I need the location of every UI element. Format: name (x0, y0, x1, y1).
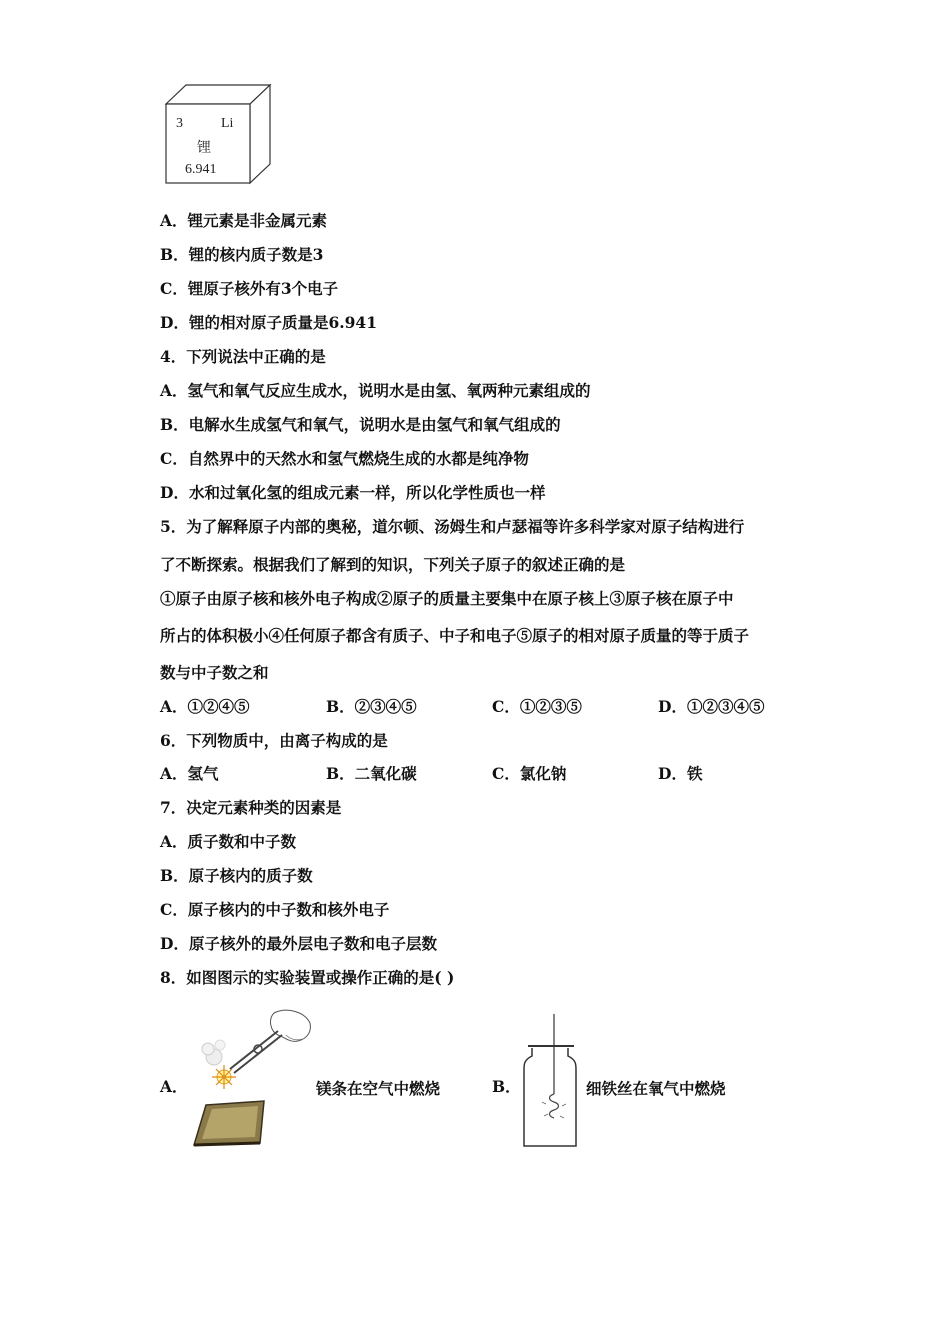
q4-option-c: C．自然界中的天然水和氢气燃烧生成的水都是纯净物 (160, 449, 529, 468)
lithium-element-card (163, 82, 273, 188)
q5-option-b: B．②③④⑤ (326, 697, 417, 716)
element-name: 锂 (197, 140, 211, 156)
q7-option-a: A．质子数和中子数 (160, 832, 297, 851)
q5-option-d: D．①②③④⑤ (658, 697, 765, 716)
atomic-number: 3 (176, 116, 183, 131)
q3-option-c: C．锂原子核外有3个电子 (160, 279, 339, 298)
q3-option-a: A．锂元素是非金属元素 (160, 211, 328, 230)
q6-option-d: D．铁 (658, 764, 703, 783)
q8-option-b-label: B． (492, 1077, 521, 1096)
q6-stem: 6．下列物质中，由离子构成的是 (160, 731, 388, 750)
q3-option-d: D．锂的相对原子质量是6.941 (160, 313, 377, 332)
q6-option-a: A．氢气 (160, 764, 219, 783)
q5-stem-line-3: ①原子由原子核和核外电子构成②原子的质量主要集中在原子核上③原子核在原子中 (160, 589, 734, 608)
q5-option-c: C．①②③⑤ (492, 697, 582, 716)
q7-option-b: B．原子核内的质子数 (160, 866, 313, 885)
q8-option-a-label: A． (160, 1077, 188, 1096)
q8-option-a-caption: 镁条在空气中燃烧 (316, 1079, 441, 1098)
q4-option-d: D．水和过氧化氢的组成元素一样，所以化学性质也一样 (160, 483, 546, 502)
q7-option-d: D．原子核外的最外层电子数和电子层数 (160, 934, 437, 953)
iron-wire-jar-graphic (518, 1012, 582, 1152)
q7-stem: 7．决定元素种类的因素是 (160, 798, 342, 817)
element-symbol: Li (221, 116, 234, 131)
iron-wire-jar-figure (518, 1012, 582, 1152)
q6-option-c: C．氯化钠 (492, 764, 567, 783)
magnesium-burning-figure (186, 1005, 316, 1150)
q5-stem-line-2: 了不断探索。根据我们了解到的知识，下列关子原子的叙述正确的是 (160, 555, 626, 574)
q7-option-c: C．原子核内的中子数和核外电子 (160, 900, 390, 919)
q4-option-b: B．电解水生成氢气和氧气，说明水是由氢气和氧气组成的 (160, 415, 561, 434)
atomic-mass: 6.941 (185, 162, 217, 177)
q5-stem-line-1: 5．为了解释原子内部的奥秘，道尔顿、汤姆生和卢瑟福等许多科学家对原子结构进行 (160, 517, 745, 536)
q5-stem-line-5: 数与中子数之和 (160, 663, 269, 682)
q8-option-b-caption: 细铁丝在氧气中燃烧 (586, 1079, 726, 1098)
q4-option-a: A．氢气和氧气反应生成水，说明水是由氢、氧两种元素组成的 (160, 381, 591, 400)
q6-option-b: B．二氧化碳 (326, 764, 417, 783)
q5-option-a: A．①②④⑤ (160, 697, 250, 716)
q4-stem: 4．下列说法中正确的是 (160, 347, 326, 366)
q8-stem: 8．如图图示的实验装置或操作正确的是( ) (160, 968, 455, 987)
magnesium-burning-graphic (186, 1005, 316, 1150)
element-cube-graphic (163, 82, 273, 188)
q5-stem-line-4: 所占的体积极小④任何原子都含有质子、中子和电子⑤原子的相对原子质量的等于质子 (160, 626, 750, 645)
q3-option-b: B．锂的核内质子数是3 (160, 245, 324, 264)
